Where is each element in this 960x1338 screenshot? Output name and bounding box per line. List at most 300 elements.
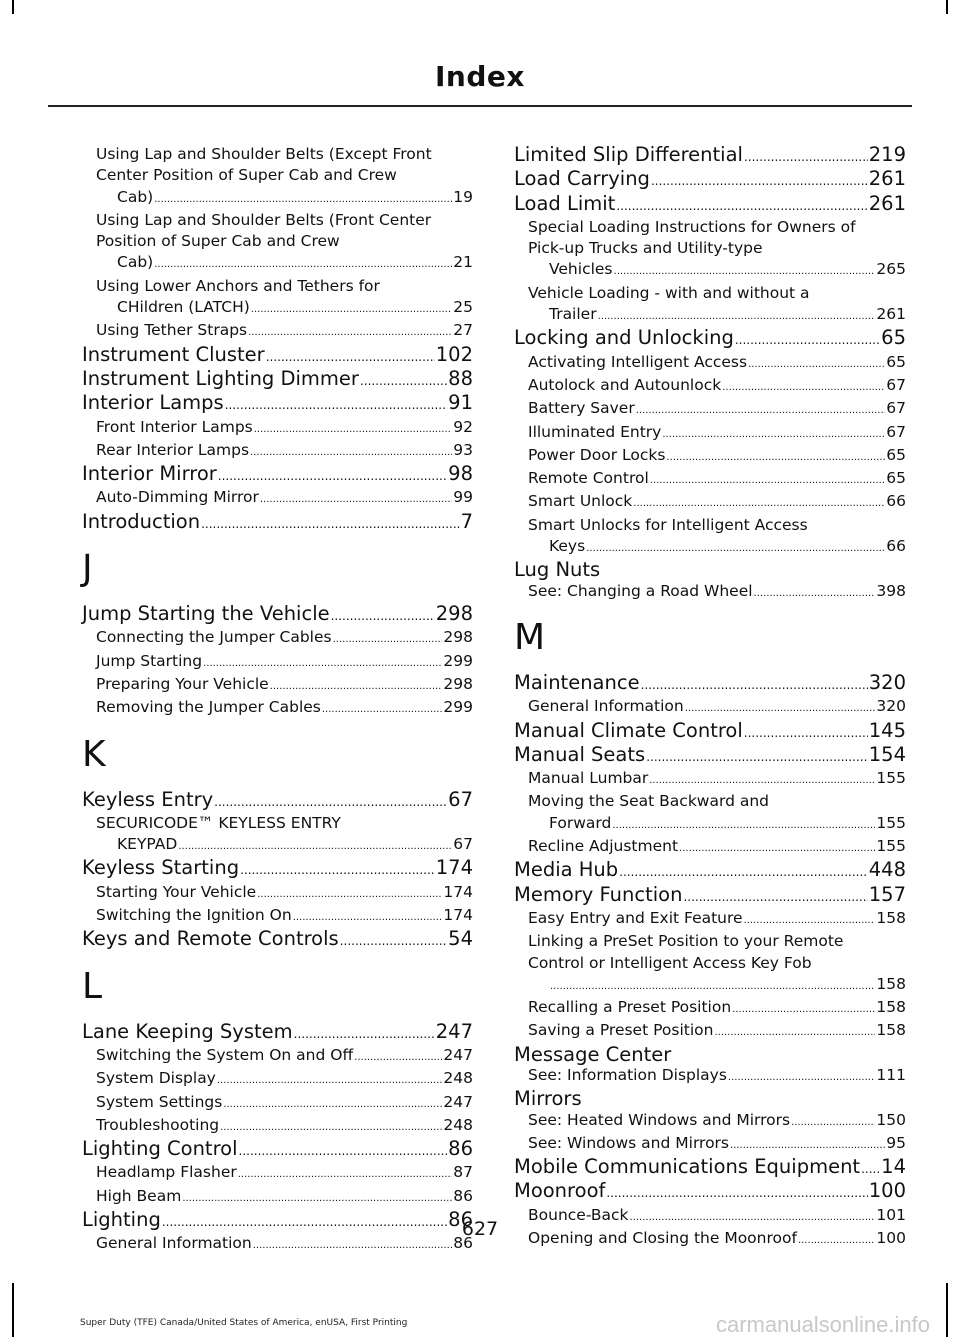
leader-dots (293, 907, 443, 928)
index-heading: Mirrors (514, 1087, 582, 1111)
index-entry-sub[interactable] (82, 834, 473, 857)
leader-dots (270, 676, 443, 697)
index-entry-sub[interactable] (514, 259, 906, 282)
leader-dots (257, 884, 442, 905)
entry-label: Preparing Your Vehicle (96, 674, 269, 693)
page-ref[interactable]: 102 (435, 342, 473, 366)
leader-dots (732, 999, 875, 1020)
leader-dots (650, 470, 886, 491)
page-ref[interactable]: 98 (448, 462, 473, 486)
page-ref[interactable]: 86 (448, 1137, 473, 1161)
leader-dots (616, 196, 867, 217)
leader-dots (220, 1117, 442, 1138)
leader-dots (714, 1022, 875, 1043)
entry-label: Connecting the Jumper Cables (96, 628, 332, 647)
crop-mark-bottom-right (946, 1283, 948, 1337)
index-entry-wrapped[interactable] (514, 515, 906, 560)
index-entry-sub[interactable] (514, 491, 906, 514)
entry-label: General Information (528, 697, 684, 716)
index-entry-sub[interactable] (82, 1186, 473, 1209)
page-ref[interactable]: 155 (876, 769, 906, 788)
page-ref[interactable]: 298 (435, 602, 473, 626)
entry-label: Manual Seats (514, 742, 646, 766)
index-entry-sub[interactable] (82, 487, 473, 510)
index-entry-sub[interactable] (514, 974, 906, 997)
index-entry-sub[interactable] (82, 1068, 473, 1091)
index-entry-sub[interactable] (82, 187, 473, 210)
entry-label: Rear Interior Lamps (96, 440, 250, 459)
leader-dots (744, 723, 868, 744)
entry-label: Auto-Dimming Mirror (96, 488, 259, 507)
entry-label-line: Center Position of Super Cab and Crew (96, 166, 397, 185)
entry-label: Opening and Closing the Moonroof (528, 1229, 797, 1248)
leader-dots (322, 699, 443, 720)
index-column-left (82, 144, 473, 1257)
entry-label: Keyless Starting (82, 856, 240, 880)
entry-label: Vehicles (549, 260, 613, 279)
page-ref[interactable]: 247 (435, 1019, 473, 1043)
index-entry-sub[interactable] (514, 445, 906, 468)
index-heading: Lug Nuts (514, 558, 601, 582)
page-ref[interactable]: 111 (876, 1065, 906, 1084)
crop-mark-bottom-left (12, 1283, 14, 1337)
page-ref[interactable]: 219 (868, 143, 906, 166)
entry-label: Lane Keeping System (82, 1019, 293, 1043)
entry-label-line: Using Lap and Shoulder Belts (Except Front (96, 145, 432, 163)
leader-dots (619, 862, 868, 883)
entry-label: See: Windows and Mirrors (528, 1133, 730, 1152)
entry-label: Load Carrying (514, 167, 650, 191)
index-entry-main[interactable] (82, 368, 473, 392)
leader-dots (641, 675, 868, 696)
footer-edition-text: Super Duty (TFE) Canada/United States of America, enUSA, First Printing (80, 1318, 408, 1328)
page-ref[interactable]: 158 (876, 998, 906, 1017)
index-entry-main[interactable] (82, 344, 473, 368)
page-ref[interactable]: 25 (453, 298, 473, 317)
index-entry-sub[interactable] (514, 375, 906, 398)
index-heading: Message Center (514, 1042, 672, 1066)
entry-label: Starting Your Vehicle (96, 882, 257, 901)
entry-label-line: Using Lower Anchors and Tethers for (96, 276, 380, 295)
page-ref[interactable]: 67 (453, 835, 473, 854)
entry-label: See: Information Displays (528, 1065, 727, 1084)
index-entry-sub[interactable] (514, 304, 906, 327)
index-entry-sub[interactable] (514, 696, 906, 719)
entry-label: Memory Function (514, 882, 683, 906)
index-entry-main[interactable] (82, 511, 473, 535)
leader-dots (218, 466, 447, 487)
section-letter: K (82, 733, 106, 775)
leader-dots (646, 747, 868, 768)
index-entry-sub[interactable] (514, 1110, 906, 1133)
index-entry-sub[interactable] (514, 1133, 906, 1156)
leader-dots (333, 629, 443, 650)
section-letter: J (82, 548, 93, 590)
leader-dots (331, 606, 435, 627)
page-ref[interactable]: 448 (868, 858, 906, 882)
page-ref[interactable]: 93 (453, 440, 473, 459)
leader-dots (748, 354, 885, 375)
index-entry-sub[interactable] (514, 836, 906, 859)
index-entry-main[interactable] (514, 720, 906, 744)
index-entry-sub[interactable] (514, 468, 906, 491)
entry-label: Recline Adjustment (528, 837, 679, 856)
leader-dots (728, 1067, 875, 1088)
index-entry-main[interactable] (514, 327, 906, 351)
watermark: carmanualsonline.info (715, 1312, 930, 1337)
entry-label: Lighting (82, 1207, 161, 1231)
index-entry-sub[interactable] (82, 252, 473, 275)
entry-label: Autolock and Autounlock (528, 375, 722, 394)
index-entry-main[interactable] (82, 1138, 473, 1162)
entry-label: Locking and Unlocking (514, 326, 734, 350)
leader-dots (744, 910, 876, 931)
leader-dots (154, 189, 452, 210)
leader-dots (260, 489, 452, 510)
leader-dots (182, 1188, 452, 1209)
entry-label: Removing the Jumper Cables (96, 698, 321, 717)
page-ref[interactable]: 65 (886, 352, 906, 371)
page-ref[interactable]: 65 (881, 326, 906, 350)
page-ref[interactable]: 91 (448, 391, 473, 415)
entry-label: See: Heated Windows and Mirrors (528, 1110, 791, 1129)
index-entry-wrapped[interactable] (82, 813, 473, 858)
entry-label: Forward (549, 813, 612, 832)
entry-label: Load Limit (514, 191, 616, 215)
leader-dots (598, 306, 876, 327)
entry-label: Jump Starting (96, 651, 203, 670)
page-ref[interactable]: 87 (453, 1163, 473, 1182)
page-title: Index (435, 60, 525, 93)
entry-label: Easy Entry and Exit Feature (528, 908, 743, 927)
entry-label: Power Door Locks (528, 445, 666, 464)
entry-label: Manual Climate Control (514, 718, 743, 742)
index-entry-sub[interactable] (82, 1162, 473, 1185)
entry-label: Jump Starting the Vehicle (82, 602, 330, 626)
index-entry-sub[interactable] (514, 908, 906, 931)
leader-dots (754, 583, 876, 604)
crop-mark-top-right (946, 0, 948, 14)
leader-dots (203, 653, 442, 674)
leader-dots (360, 371, 447, 392)
page-ref[interactable]: 155 (876, 837, 906, 856)
entry-label-line: Moving the Seat Backward and (528, 792, 769, 811)
index-entry-wrapped[interactable] (514, 283, 906, 328)
index-entry-sub[interactable] (82, 627, 473, 650)
index-entry-sub[interactable] (82, 417, 473, 440)
entry-label: Limited Slip Differential (514, 143, 743, 166)
leader-dots (649, 770, 875, 791)
index-entry-sub[interactable] (82, 320, 473, 343)
entry-label: CHildren (LATCH) (117, 298, 250, 317)
entry-label: Interior Mirror (82, 462, 217, 486)
page-ref[interactable]: 92 (453, 417, 473, 436)
leader-dots (217, 1070, 443, 1091)
entry-label: Introduction (82, 509, 201, 533)
page-ref[interactable]: 150 (876, 1110, 906, 1129)
page-ref[interactable]: 298 (443, 628, 473, 647)
index-entry-main[interactable] (514, 859, 906, 883)
page-ref[interactable]: 101 (876, 1205, 906, 1224)
page-ref[interactable]: 265 (876, 260, 906, 279)
entry-label: Cab) (117, 253, 154, 272)
entry-label-line: Pick-up Trucks and Utility-type (528, 239, 763, 258)
leader-dots (239, 1141, 448, 1162)
page-ref[interactable]: 158 (876, 1021, 906, 1040)
entry-label: Moonroof (514, 1179, 606, 1203)
entry-label: Instrument Lighting Dimmer (82, 366, 359, 390)
index-entry-sub[interactable] (514, 997, 906, 1020)
page-ref[interactable]: 86 (453, 1234, 473, 1253)
section-letter: L (82, 965, 103, 1007)
index-entry-sub[interactable] (514, 398, 906, 421)
leader-dots (662, 424, 885, 445)
entry-label: Trailer (549, 305, 597, 324)
page-ref[interactable]: 174 (443, 882, 473, 901)
leader-dots (744, 147, 868, 168)
index-entry-wrapped[interactable] (514, 791, 906, 836)
page-ref[interactable]: 86 (453, 1186, 473, 1205)
page-ref[interactable]: 261 (876, 305, 906, 324)
leader-dots (254, 419, 453, 440)
page-ref[interactable]: 95 (886, 1133, 906, 1152)
page-ref[interactable]: 261 (868, 191, 906, 215)
index-column-right (514, 144, 906, 1251)
leader-dots (340, 931, 447, 952)
entry-label: Lighting Control (82, 1137, 238, 1161)
index-entry-main[interactable] (514, 744, 906, 768)
page-ref[interactable]: 248 (443, 1069, 473, 1088)
page-number: 627 (461, 1218, 499, 1240)
leader-dots (550, 976, 875, 997)
entry-label: Keys and Remote Controls (82, 927, 339, 951)
page-ref[interactable]: 174 (435, 856, 473, 880)
index-entry-sub[interactable] (514, 813, 906, 836)
page-ref[interactable]: 65 (886, 469, 906, 488)
index-entry-main[interactable] (82, 392, 473, 416)
index-entry-sub[interactable] (82, 697, 473, 720)
entry-label: Keys (549, 537, 586, 556)
page-ref[interactable]: 299 (443, 651, 473, 670)
leader-dots (354, 1047, 442, 1068)
index-entry-main[interactable] (514, 193, 906, 217)
leader-dots (679, 838, 875, 859)
index-entry-main[interactable] (82, 463, 473, 487)
leader-dots (861, 1159, 880, 1180)
entry-label: Cab) (117, 187, 154, 206)
index-entry-sub[interactable] (82, 297, 473, 320)
leader-dots (178, 836, 452, 857)
page-ref[interactable]: 21 (453, 253, 473, 272)
leader-dots (240, 860, 435, 881)
page-ref[interactable]: 145 (868, 718, 906, 742)
page-ref[interactable]: 247 (443, 1045, 473, 1064)
entry-label: Manual Lumbar (528, 769, 649, 788)
page-ref[interactable]: 27 (453, 321, 473, 340)
index-entry-main[interactable] (514, 168, 906, 192)
entry-label: Interior Lamps (82, 391, 224, 415)
entry-label: Mobile Communications Equipment (514, 1155, 861, 1179)
page-ref[interactable]: 320 (876, 697, 906, 716)
leader-dots (154, 254, 452, 275)
page-ref[interactable]: 66 (886, 537, 906, 556)
leader-dots (250, 442, 452, 463)
entry-label: Keyless Entry (82, 787, 214, 811)
entry-label-line: SECURICODE™ KEYLESS ENTRY (96, 813, 341, 832)
index-entry-main[interactable] (82, 603, 473, 627)
page-ref[interactable]: 100 (868, 1179, 906, 1203)
index-entry-sub[interactable] (514, 581, 906, 604)
page-ref[interactable]: 99 (453, 488, 473, 507)
entry-label: Troubleshooting (96, 1115, 220, 1134)
index-entry-main[interactable] (514, 884, 906, 908)
leader-dots (201, 514, 459, 535)
crop-mark-top-left (12, 0, 14, 14)
leader-dots (586, 538, 885, 559)
entry-label-line: Position of Super Cab and Crew (96, 232, 340, 251)
leader-dots (614, 261, 876, 282)
entry-label: General Information (96, 1234, 252, 1253)
entry-label: Recalling a Preset Position (528, 998, 732, 1017)
index-entry-wrapped[interactable] (514, 931, 906, 997)
leader-dots (735, 330, 880, 351)
leader-dots (636, 400, 886, 421)
index-entry-wrapped[interactable] (514, 217, 906, 283)
entry-label: Using Tether Straps (96, 321, 248, 340)
page-ref[interactable]: 261 (868, 167, 906, 191)
entry-label: Bounce-Back (528, 1205, 629, 1224)
page-ref[interactable]: 14 (881, 1155, 906, 1179)
entry-label: Headlamp Flasher (96, 1163, 237, 1182)
page-ref[interactable]: 54 (448, 927, 473, 951)
index-entry-main[interactable] (82, 1021, 473, 1045)
index-entry-main[interactable] (82, 789, 473, 813)
index-entry-main[interactable] (514, 1156, 906, 1180)
entry-label: Battery Saver (528, 399, 635, 418)
leader-dots (238, 1164, 453, 1185)
entry-label: Remote Control (528, 469, 649, 488)
page-ref[interactable]: 320 (868, 670, 906, 694)
entry-label: Illuminated Entry (528, 422, 662, 441)
page-ref[interactable]: 100 (876, 1229, 906, 1248)
index-entry-main[interactable] (514, 1180, 906, 1204)
index-entry-sub[interactable] (82, 651, 473, 674)
index-entry-sub[interactable] (82, 440, 473, 463)
leader-dots (294, 1024, 435, 1045)
index-entry-main[interactable] (514, 672, 906, 696)
index-entry-wrapped[interactable] (82, 210, 473, 276)
index-entry-sub[interactable] (514, 1020, 906, 1043)
page-ref[interactable]: 158 (876, 974, 906, 993)
index-entry-sub[interactable] (82, 1045, 473, 1068)
leader-dots (791, 1112, 875, 1133)
index-entry-wrapped[interactable] (82, 144, 473, 210)
index-entry-main[interactable] (82, 857, 473, 881)
page-ref[interactable]: 398 (876, 581, 906, 600)
page-ref[interactable]: 66 (886, 492, 906, 511)
page-ref[interactable]: 67 (886, 422, 906, 441)
leader-dots (722, 377, 885, 398)
leader-dots (606, 1183, 867, 1204)
entry-label: Switching the Ignition On (96, 906, 292, 925)
entry-label: Instrument Cluster (82, 342, 265, 366)
page-ref[interactable]: 299 (443, 698, 473, 717)
leader-dots (685, 698, 876, 719)
page-ref[interactable]: 67 (448, 787, 473, 811)
index-entry-sub[interactable] (82, 1092, 473, 1115)
leader-dots (266, 347, 435, 368)
page-ref[interactable]: 155 (876, 813, 906, 832)
entry-label-line: Smart Unlocks for Intelligent Access (528, 515, 808, 534)
leader-dots (730, 1135, 885, 1156)
page-ref[interactable]: 247 (443, 1092, 473, 1111)
leader-dots (666, 447, 885, 468)
leader-dots (225, 395, 447, 416)
index-entry-sub[interactable] (514, 352, 906, 375)
entry-label: Maintenance (514, 670, 640, 694)
entry-label: Activating Intelligent Access (528, 352, 748, 371)
page-ref[interactable]: 248 (443, 1115, 473, 1134)
entry-label: Front Interior Lamps (96, 417, 253, 436)
page-ref[interactable]: 154 (868, 742, 906, 766)
page-ref[interactable]: 65 (886, 445, 906, 464)
entry-label-line: Linking a PreSet Position to your Remote (528, 932, 844, 951)
index-entry-sub[interactable] (514, 536, 906, 559)
entry-label: See: Changing a Road Wheel (528, 581, 753, 600)
entry-label: High Beam (96, 1186, 182, 1205)
entry-label: Saving a Preset Position (528, 1021, 714, 1040)
page-ref[interactable]: 67 (886, 375, 906, 394)
index-entry-wrapped[interactable] (82, 276, 473, 321)
entry-label: Switching the System On and Off (96, 1045, 354, 1064)
entry-label-line: Using Lap and Shoulder Belts (Front Center (96, 210, 432, 229)
page-ref[interactable]: 7 (460, 509, 473, 533)
page-ref[interactable]: 88 (448, 366, 473, 390)
header-rule (48, 105, 912, 107)
leader-dots (683, 887, 867, 908)
page-ref[interactable]: 158 (876, 908, 906, 927)
index-entry-sub[interactable] (514, 1065, 906, 1088)
index-entry-sub[interactable] (514, 768, 906, 791)
leader-dots (248, 322, 452, 343)
section-letter: M (514, 616, 546, 658)
page-ref[interactable]: 157 (868, 882, 906, 906)
page-ref[interactable]: 19 (453, 187, 473, 206)
leader-dots (223, 1094, 442, 1115)
index-entry-sub[interactable] (82, 674, 473, 697)
page-ref[interactable]: 67 (886, 399, 906, 418)
index-entry-sub[interactable] (82, 1115, 473, 1138)
leader-dots (612, 815, 875, 836)
entry-label-line: Special Loading Instructions for Owners of (528, 217, 856, 236)
index-entry-sub[interactable] (82, 882, 473, 905)
entry-label-line: Control or Intelligent Access Key Fob (528, 953, 812, 972)
page-ref[interactable]: 86 (448, 1207, 473, 1231)
index-entry-sub[interactable] (82, 905, 473, 928)
leader-dots (251, 299, 452, 320)
index-entry-main[interactable] (514, 144, 906, 168)
index-entry-main[interactable] (82, 928, 473, 952)
entry-label-line: Vehicle Loading - with and without a (528, 283, 810, 302)
entry-label: KEYPAD (117, 835, 178, 854)
page-ref[interactable]: 298 (443, 674, 473, 693)
page-ref[interactable]: 174 (443, 906, 473, 925)
entry-label: System Display (96, 1069, 216, 1088)
leader-dots (633, 493, 885, 514)
entry-label: Smart Unlock (528, 492, 633, 511)
index-entry-sub[interactable] (514, 422, 906, 445)
entry-label: Media Hub (514, 858, 619, 882)
